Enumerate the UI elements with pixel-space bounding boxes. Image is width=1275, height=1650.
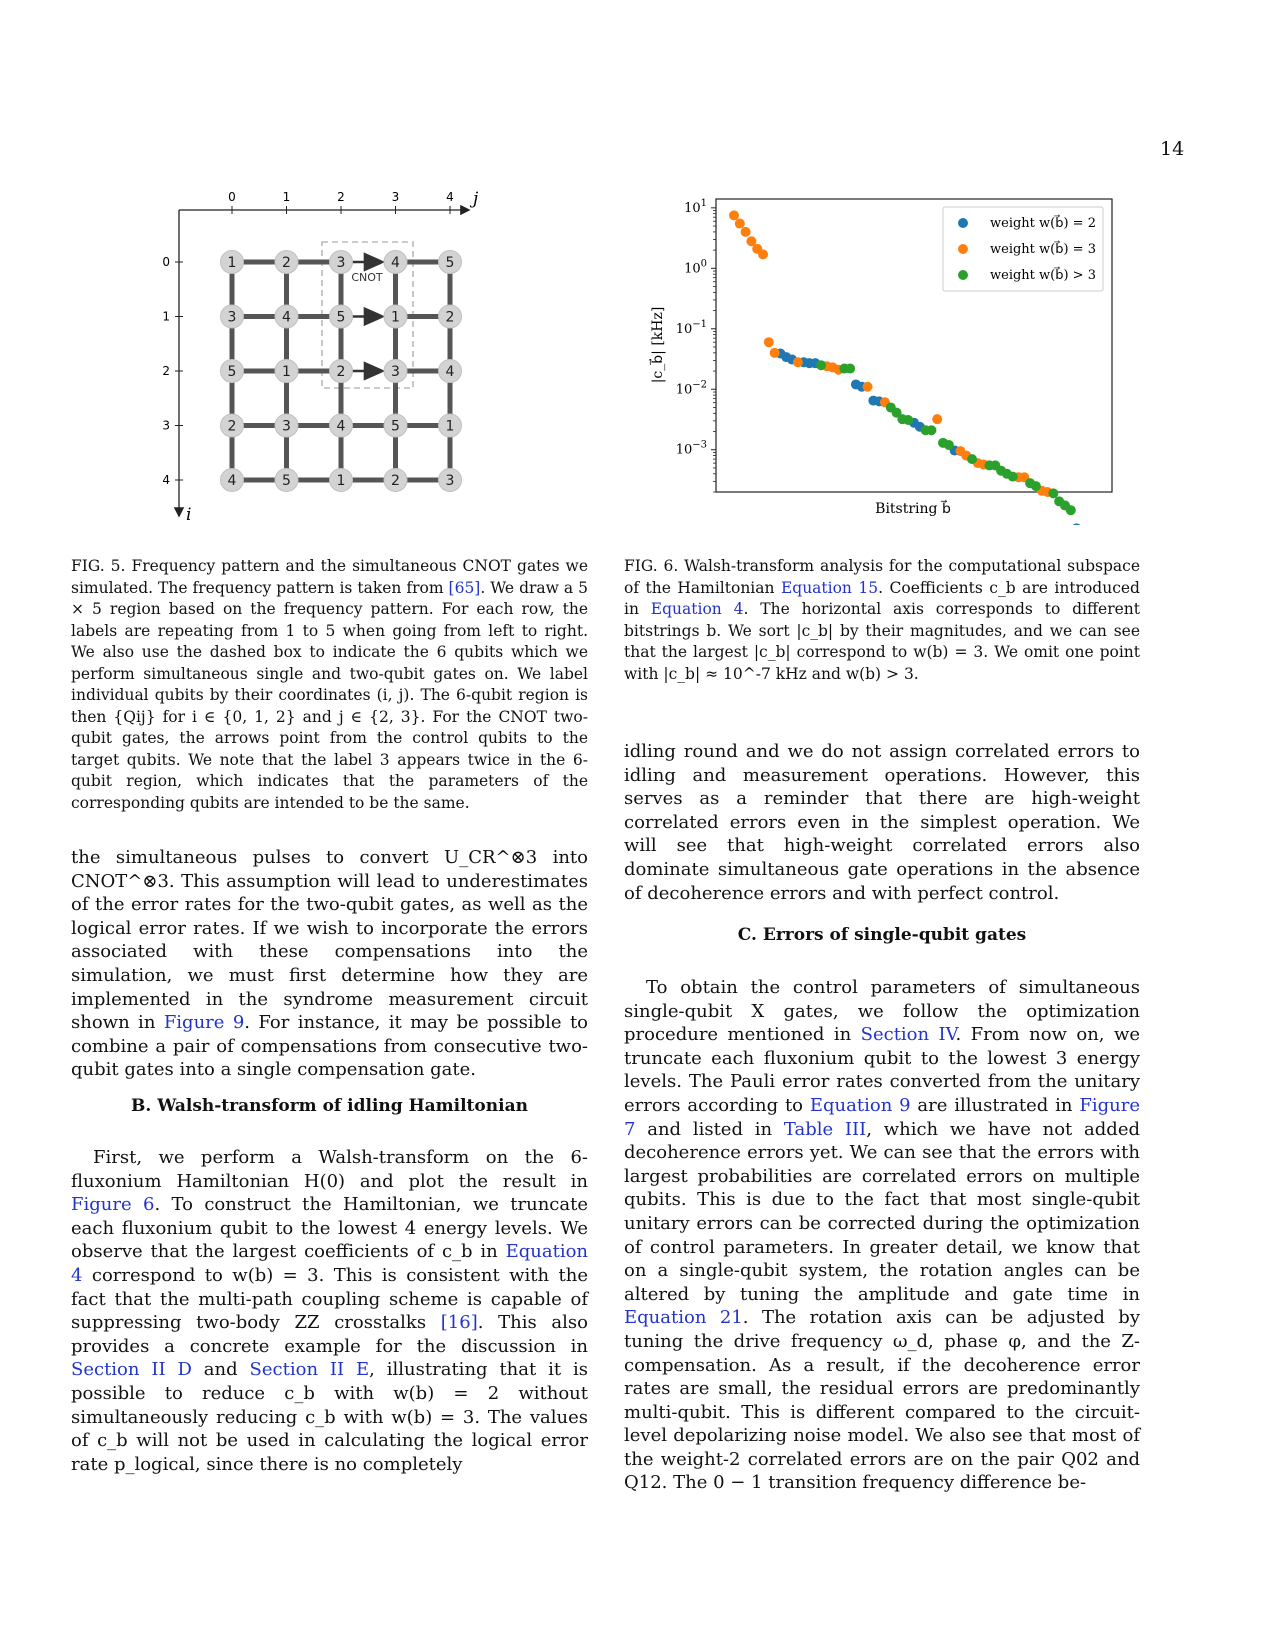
- qubit-node: [275, 251, 298, 274]
- qubit-node: [221, 414, 244, 437]
- data-point: [1048, 488, 1058, 498]
- svg-text:5: 5: [282, 473, 291, 489]
- data-point: [926, 425, 936, 435]
- qubit-node: [221, 360, 244, 383]
- x-tick-label: 2: [337, 190, 345, 204]
- qubit-node: [221, 251, 244, 274]
- svg-text:1: 1: [445, 418, 455, 435]
- figure-5-caption: FIG. 5. Frequency pattern and the simultaneous CNOT gates we simulated. The frequency pattern is taken from [65]. We draw a 5 × 5 region based on the frequency pattern. For each row, the labels are repeating from 1 to 5 when going from left to right. We also use the dashed box to indicate the 6 qubits which we perform simultaneous single and two-qubit gates on. We label individual qubits by their coordinates (i, j). The 6-qubit region is then {Qij} for i ∈ {0, 1, 2} and j ∈ {2, 3}. For the CNOT two-qubit gates, the arrows point from the control qubits to the target qubits. We note that the label 3 appears twice in the 6-qubit region, which indicates that the parameters of the corresponding qubits are intended to be the same.: [71, 557, 588, 812]
- qubit-node: [275, 469, 298, 492]
- data-point: [770, 348, 780, 358]
- x-tick-label: 3: [391, 190, 400, 204]
- qubit-node: [439, 469, 462, 492]
- svg-text:1: 1: [336, 473, 346, 489]
- y-tick-label: 2: [162, 364, 170, 378]
- qubit-node: [439, 360, 462, 383]
- legend-marker: [958, 270, 968, 280]
- x-tick-label: 1: [282, 190, 291, 204]
- y-tick-label: 0: [162, 255, 170, 269]
- y-tick-label: $10^{-2}$: [675, 379, 707, 398]
- y-tick-label: $10^1$: [684, 197, 707, 216]
- data-point: [932, 414, 942, 424]
- legend-entry: weight w(b⃗) = 3: [990, 242, 1096, 257]
- y-axis-label: i: [186, 505, 192, 525]
- qubit-node: [384, 469, 407, 492]
- data-point: [741, 227, 751, 237]
- qubit-node: [275, 360, 298, 383]
- svg-text:1: 1: [282, 364, 291, 380]
- y-tick-label: 4: [162, 473, 170, 487]
- svg-text:4: 4: [445, 364, 455, 380]
- figure-6-scatter-plot: [630, 185, 1130, 525]
- figure-5-lattice: [150, 180, 500, 530]
- svg-text:3: 3: [282, 418, 291, 435]
- svg-text:1: 1: [391, 309, 400, 326]
- x-tick-label: 0: [228, 190, 236, 204]
- data-point: [758, 249, 768, 259]
- qubit-node: [330, 469, 353, 492]
- data-point: [816, 360, 826, 370]
- qubit-node: [439, 305, 462, 328]
- svg-text:3: 3: [336, 255, 346, 271]
- qubit-node: [439, 414, 462, 437]
- data-point: [735, 219, 745, 229]
- qubit-node: [275, 414, 298, 437]
- legend-entry: weight w(b⃗) = 2: [990, 216, 1096, 231]
- y-tick-label: 3: [162, 418, 170, 433]
- y-tick-label: $10^{-1}$: [675, 318, 707, 337]
- qubit-node: [384, 305, 407, 328]
- right-column-paragraph-1: idling round and we do not assign correlated errors to idling and measurement operations. However, this serves as a reminder that there are high-weight correlated errors even in the simplest operation. We will see that high-weight correlated errors also dominate simultaneous gate operations in the absence of decoherence errors and with perfect control.: [624, 741, 1140, 904]
- page-number: 14: [1160, 138, 1185, 160]
- svg-text:4: 4: [391, 255, 400, 271]
- data-point: [764, 337, 774, 347]
- section-b-heading: B. Walsh-transform of idling Hamiltonian: [131, 1096, 528, 1116]
- qubit-node: [330, 305, 353, 328]
- svg-text:2: 2: [391, 473, 400, 489]
- svg-text:1: 1: [227, 255, 237, 271]
- svg-text:2: 2: [282, 255, 291, 271]
- qubit-node: [384, 251, 407, 274]
- svg-text:5: 5: [445, 255, 455, 271]
- qubit-node: [221, 469, 244, 492]
- right-column-paragraph-2: To obtain the control parameters of simultaneous single-qubit X gates, we follow the optimization procedure mentioned in Section IV. From now on, we truncate each fluxonium qubit to the lowest 3 energy levels. The Pauli error rates converted from the unitary errors according to Equation 9 are illustrated in Figure 7 and listed in Table III, which we have not added decoherence errors yet. We can see that the errors with largest probabilities are correlated errors on multiple qubits. This is due to the fact that most single-qubit unitary errors can be corrected during the optimization of control parameters. In greater detail, we know that on a single-qubit system, the rotation angles can be altered by tuning the amplitude and gate time in Equation 21. The rotation axis can be adjusted by tuning the drive frequency ω_d, phase φ, and the Z-compensation. As a result, if the decoherence error rates are small, the residual errors are predominantly multi-qubit. This is different compared to the circuit-level depolarizing noise model. We also see that most of the weight-2 correlated errors are on the pair Q02 and Q12. The 0 − 1 transition frequency difference be-: [624, 977, 1141, 1494]
- figure-6-caption: FIG. 6. Walsh-transform analysis for the computational subspace of the Hamiltonian Equation 15. Coefficients c_b are introduced in Equation 4. The horizontal axis corresponds to different bitstrings b. We sort |c_b| by their magnitudes, and we can see that the largest |c_b| correspond to w(b) = 3. We omit one point with |c_b| ≈ 10^-7 kHz and w(b) > 3.: [624, 557, 1140, 683]
- x-axis-label: j: [473, 189, 479, 209]
- y-tick-label: $10^0$: [684, 258, 707, 277]
- cnot-box-label: CNOT: [351, 271, 383, 284]
- data-point: [1031, 481, 1041, 491]
- y-tick-label: $10^{-3}$: [675, 439, 707, 458]
- data-point: [967, 454, 977, 464]
- left-column-paragraph-1: the simultaneous pulses to convert U_CR^⊗3 into CNOT^⊗3. This assumption will lead to underestimates of the error rates for the two-qubit gates, as well as the logical error rates. If we wish to incorporate the errors associated with these compensations into the simulation, we must first determine how they are implemented in the syndrome measurement circuit shown in Figure 9. For instance, it may be possible to combine a pair of compensations from consecutive two-qubit gates into a single compensation gate.: [71, 847, 589, 1081]
- svg-text:5: 5: [391, 418, 400, 435]
- data-point: [863, 382, 873, 392]
- svg-text:4: 4: [227, 473, 237, 489]
- data-point: [1072, 523, 1082, 525]
- qubit-node: [330, 360, 353, 383]
- qubit-node: [384, 414, 407, 437]
- data-point: [793, 357, 803, 367]
- svg-text:3: 3: [391, 364, 400, 380]
- qubit-node: [275, 305, 298, 328]
- svg-text:4: 4: [336, 418, 346, 435]
- svg-text:2: 2: [336, 364, 346, 380]
- qubit-node: [221, 305, 244, 328]
- qubit-node: [330, 251, 353, 274]
- data-point: [1008, 472, 1018, 482]
- data-point: [903, 415, 913, 425]
- data-point: [845, 364, 855, 374]
- data-point: [1066, 505, 1076, 515]
- svg-text:4: 4: [282, 309, 291, 326]
- qubit-node: [330, 414, 353, 437]
- svg-text:3: 3: [445, 473, 455, 489]
- x-axis-title: Bitstring b⃗: [875, 501, 951, 517]
- svg-text:5: 5: [227, 364, 237, 380]
- svg-text:2: 2: [445, 309, 455, 326]
- data-point: [729, 210, 739, 220]
- qubit-node: [384, 360, 407, 383]
- legend-marker: [958, 244, 968, 254]
- x-tick-label: 4: [446, 190, 454, 204]
- svg-text:5: 5: [336, 309, 346, 326]
- y-axis-title: |c_b⃗| [kHz]: [650, 306, 666, 384]
- y-tick-label: 1: [162, 309, 170, 324]
- data-point: [944, 440, 954, 450]
- section-c-heading: C. Errors of single-qubit gates: [737, 925, 1027, 945]
- svg-text:3: 3: [227, 309, 237, 326]
- svg-text:2: 2: [227, 418, 237, 435]
- legend-marker: [958, 218, 968, 228]
- legend-entry: weight w(b⃗) > 3: [990, 268, 1096, 283]
- left-column-paragraph-2: First, we perform a Walsh-transform on the 6-fluxonium Hamiltonian H(0) and plot the result in Figure 6. To construct the Hamiltonian, we truncate each fluxonium qubit to the lowest 4 energy levels. We observe that the largest coefficients of c_b in Equation 4 correspond to w(b) = 3. This is consistent with the fact that the multi-path coupling scheme is capable of suppressing two-body ZZ crosstalks [16]. This also provides a concrete example for the discussion in Section II D and Section II E, illustrating that it is possible to reduce c_b with w(b) = 2 without simultaneously reducing c_b with w(b) = 3. The values of c_b will not be used in calculating the logical error rate p_logical, since there is no completely: [71, 1147, 588, 1475]
- qubit-node: [439, 251, 462, 274]
